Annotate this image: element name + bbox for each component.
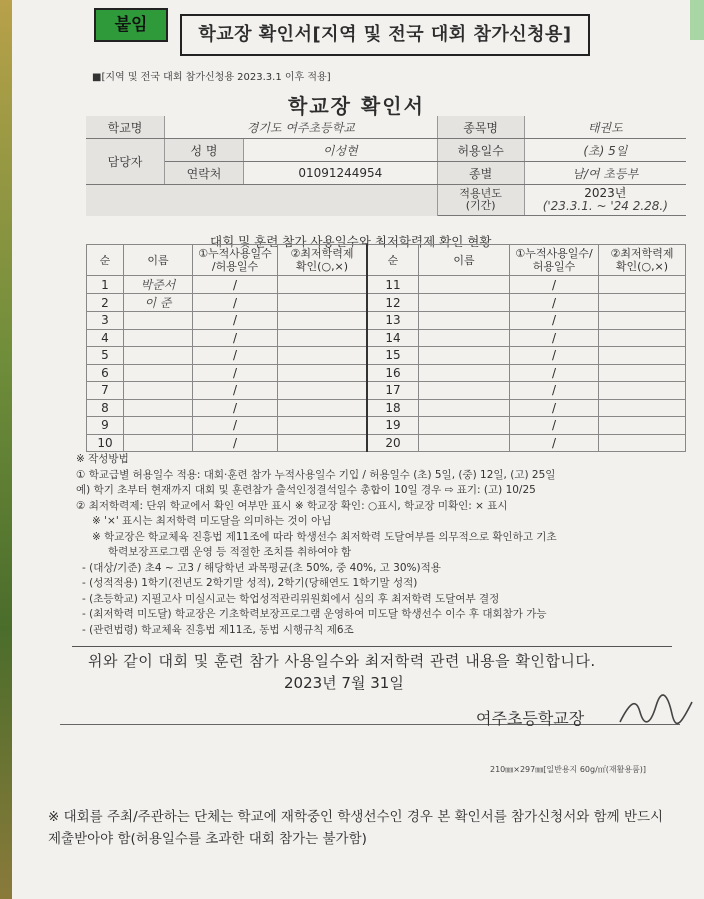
col-days-2: ①누적사용일수/ 허용일수 [510, 245, 599, 276]
row-days: / [193, 364, 278, 382]
row-no: 3 [87, 312, 124, 330]
row-check-2 [599, 364, 686, 382]
row-days: / [193, 276, 278, 294]
row-days-2: / [510, 276, 599, 294]
instruction-line: ① 학교급별 허용일수 적용: 대회·훈련 참가 누적사용일수 기입 / 허용일수 (초) 5일, (중) 12일, (고) 25일 [76, 468, 556, 481]
row-check [278, 276, 368, 294]
instruction-line: ※ '×' 표시는 최저학력 미도달을 의미하는 것이 아님 [92, 515, 332, 527]
row-no: 4 [87, 329, 124, 347]
confirm-text: 위와 같이 대회 및 훈련 참가 사용일수와 최저학력 관련 내용을 확인합니다. [88, 652, 596, 670]
name-label: 성 명 [165, 139, 244, 162]
allowed-value: (초) 5일 [524, 139, 686, 162]
sport-value: 태권도 [524, 116, 686, 139]
row-no-2: 11 [367, 276, 419, 294]
row-check [278, 399, 368, 417]
contact-value: 01091244954 [244, 162, 438, 185]
row-name [124, 312, 193, 330]
row-name-2 [419, 417, 510, 435]
row-name-2 [419, 312, 510, 330]
row-days-2: / [510, 434, 599, 452]
row-name-2 [419, 276, 510, 294]
row-name-2 [419, 382, 510, 400]
row-no-2: 20 [367, 434, 419, 452]
row-name-2 [419, 329, 510, 347]
signature-icon [616, 692, 696, 732]
school-label: 학교명 [86, 116, 165, 139]
sport-label: 종목명 [437, 116, 524, 139]
row-check-2 [599, 276, 686, 294]
instruction-line: ② 최저학력제: 단위 학교에서 확인 여부만 표시 ※ 학교장 확인: ○표시, 학교장 미확인: × 표시 [76, 499, 508, 512]
row-name [124, 364, 193, 382]
row-days: / [193, 312, 278, 330]
row-days: / [193, 399, 278, 417]
info-table [86, 116, 686, 216]
year-value: 2023년 [584, 186, 627, 200]
row-days: / [193, 417, 278, 435]
table-title: 대회 및 훈련 참가 사용일수와 최저학력제 확인 현황 [210, 234, 492, 249]
table-row [87, 276, 686, 294]
row-check-2 [599, 417, 686, 435]
col-no-2: 순 [367, 245, 419, 276]
col-days: ①누적사용일수 /허용일수 [193, 245, 278, 276]
col-name: 이름 [124, 245, 193, 276]
row-name [124, 329, 193, 347]
row-name-2 [419, 434, 510, 452]
row-check [278, 382, 368, 400]
row-no-2: 16 [367, 364, 419, 382]
date-text: 2023년 7월 31일 [284, 674, 404, 692]
instruction-line: ※ 학교장은 학교체육 진흥법 제11조에 따라 학생선수 최저학력 도달여부를 의무적으로 확인하고 기초 [92, 530, 557, 543]
allowed-label: 허용일수 [437, 139, 524, 162]
table-row [87, 417, 686, 435]
row-check [278, 434, 368, 452]
row-check [278, 294, 368, 312]
type-label: 종별 [437, 162, 524, 185]
instruction-line: 예) 학기 초부터 현재까지 대회 및 훈련참가 출석인정결석일수 총합이 10일 경우 ⇨ 표기: (고) 10/25 [76, 484, 536, 496]
row-check-2 [599, 347, 686, 365]
school-sign: 여주초등학교장 [476, 709, 585, 728]
name-value: 이성현 [244, 139, 438, 162]
row-name-2 [419, 399, 510, 417]
school-value: 경기도 여주초등학교 [165, 116, 438, 139]
row-name [124, 399, 193, 417]
row-name [124, 382, 193, 400]
col-check-2: ②최저학력제 확인(○,×) [599, 245, 686, 276]
bottom-note: ※ 대회를 주최/주관하는 단체는 학교에 재학중인 학생선수인 경우 본 확인서를 참가신청서와 함께 반드시 제출받아야 함(허용일수를 초과한 대회 참가는 불가함) [48, 809, 664, 847]
row-check-2 [599, 434, 686, 452]
background-edge [0, 0, 12, 899]
table-row [87, 364, 686, 382]
type-value: 남/여 초등부 [524, 162, 686, 185]
row-no: 1 [87, 276, 124, 294]
row-days-2: / [510, 364, 599, 382]
row-no: 6 [87, 364, 124, 382]
instruction-line: - (관련법령) 학교체육 진흥법 제11조, 동법 시행규칙 제6조 [82, 623, 354, 636]
row-no-2: 18 [367, 399, 419, 417]
row-name [124, 434, 193, 452]
table-row [87, 312, 686, 330]
row-check [278, 417, 368, 435]
row-no-2: 13 [367, 312, 419, 330]
header-title: 학교장 확인서[지역 및 전국 대회 참가신청용] [180, 14, 590, 56]
table-row [87, 294, 686, 312]
year-cell [524, 185, 686, 216]
row-no: 10 [87, 434, 124, 452]
row-no: 8 [87, 399, 124, 417]
col-check: ②최저학력제 확인(○,×) [278, 245, 368, 276]
usage-table [86, 244, 686, 452]
contact-label: 연락처 [165, 162, 244, 185]
table-row [87, 347, 686, 365]
row-no: 7 [87, 382, 124, 400]
row-days: / [193, 382, 278, 400]
period-value: ('23.3.1. ~ '24 2.28.) [542, 199, 668, 213]
manager-label: 담당자 [86, 139, 165, 185]
row-name [124, 347, 193, 365]
row-no-2: 12 [367, 294, 419, 312]
row-no-2: 17 [367, 382, 419, 400]
row-check-2 [599, 382, 686, 400]
table-row [87, 399, 686, 417]
row-name: 박준서 [124, 276, 193, 294]
row-check-2 [599, 329, 686, 347]
row-days-2: / [510, 382, 599, 400]
year-label: 적용년도 (기간) [437, 185, 524, 216]
row-no-2: 14 [367, 329, 419, 347]
table-row [87, 329, 686, 347]
row-name: 이 준 [124, 294, 193, 312]
row-check [278, 312, 368, 330]
row-days-2: / [510, 417, 599, 435]
table-row [87, 434, 686, 452]
col-no: 순 [87, 245, 124, 276]
row-check [278, 329, 368, 347]
row-name [124, 417, 193, 435]
instructions [76, 452, 676, 638]
instruction-line: - (초등학교) 지필고사 미실시교는 학업성적관리위원회에서 심의 후 최저학력 도달여부 결정 [82, 592, 500, 605]
row-check-2 [599, 312, 686, 330]
row-no-2: 19 [367, 417, 419, 435]
instruction-line: 학력보장프로그램 운영 등 적절한 조치를 취하여야 함 [108, 546, 352, 558]
col-name-2: 이름 [419, 245, 510, 276]
instruction-line: - (최저학력 미도달) 학교장은 기초학력보장프로그램 운영하여 미도달 학생선수 이수 후 대회참가 가능 [82, 608, 547, 620]
row-check [278, 364, 368, 382]
row-no-2: 15 [367, 347, 419, 365]
background-edge-right [690, 0, 704, 40]
row-days-2: / [510, 347, 599, 365]
attachment-badge: 붙임 [94, 8, 168, 42]
document-title: 학교장 확인서 [288, 94, 425, 118]
row-days-2: / [510, 294, 599, 312]
instruction-line: ※ 작성방법 [76, 453, 129, 465]
paper-spec: 210㎜×297㎜[일반용지 60g/㎡(재활용품)] [490, 765, 647, 774]
row-name-2 [419, 294, 510, 312]
row-no: 5 [87, 347, 124, 365]
row-days: / [193, 294, 278, 312]
form-note: ■[지역 및 전국 대회 참가신청용 2023.3.1 이후 적용] [92, 72, 331, 83]
row-days-2: / [510, 329, 599, 347]
row-check-2 [599, 399, 686, 417]
row-days-2: / [510, 312, 599, 330]
row-days-2: / [510, 399, 599, 417]
row-check [278, 347, 368, 365]
instruction-line: - (대상/기준) 초4 ~ 고3 / 해당학년 과목평균(초 50%, 중 40%, 고 30%)적용 [82, 561, 441, 574]
row-no: 2 [87, 294, 124, 312]
table-row [87, 382, 686, 400]
row-check-2 [599, 294, 686, 312]
row-days: / [193, 329, 278, 347]
instruction-line: - (성적적용) 1학기(전년도 2학기말 성적), 2학기(당해연도 1학기말 성적) [82, 577, 418, 589]
row-days: / [193, 347, 278, 365]
row-name-2 [419, 347, 510, 365]
row-no: 9 [87, 417, 124, 435]
row-name-2 [419, 364, 510, 382]
row-days: / [193, 434, 278, 452]
